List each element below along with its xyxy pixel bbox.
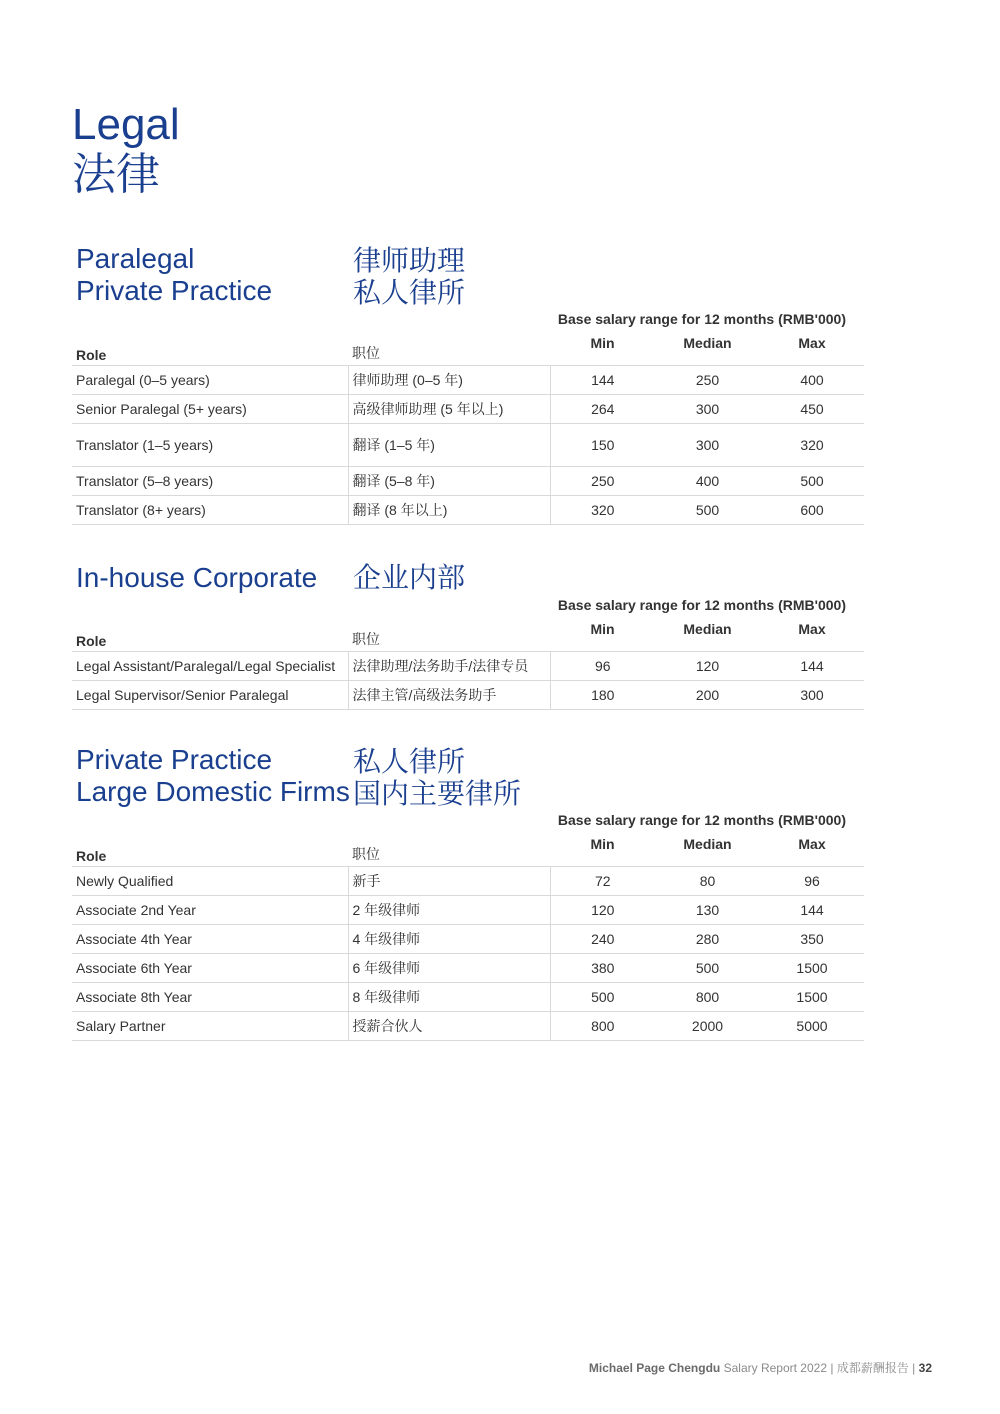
cell-role: Associate 6th Year	[72, 954, 348, 983]
page-title	[72, 100, 180, 200]
table-header-row	[72, 615, 864, 652]
header-role-zh: 职位	[352, 631, 380, 647]
section-paralegal-private-practice	[72, 243, 864, 525]
cell-min: 180	[550, 681, 655, 710]
header-max: Max	[798, 335, 826, 351]
section-title-en: Paralegal Private Practice	[76, 243, 273, 306]
cell-role-zh: 法律主管/高级法务助手	[348, 681, 550, 710]
cell-median: 250	[655, 366, 760, 395]
table-row	[72, 896, 864, 925]
header-role: Role	[76, 633, 107, 649]
cell-median: 800	[655, 983, 760, 1012]
salary-table	[72, 329, 864, 525]
cell-role-zh: 翻译 (1–5 年)	[348, 424, 550, 467]
cell-min: 800	[550, 1012, 655, 1041]
cell-max: 500	[760, 467, 864, 496]
cell-role-zh: 授薪合伙人	[348, 1012, 550, 1041]
cell-role-zh: 律师助理 (0–5 年)	[348, 366, 550, 395]
cell-min: 250	[550, 467, 655, 496]
footer-separator: |	[830, 1361, 834, 1375]
cell-min: 72	[550, 867, 655, 896]
cell-role: Legal Supervisor/Senior Paralegal	[72, 681, 348, 710]
section-title-zh: 律师助理 私人律所	[353, 245, 466, 308]
cell-max: 1500	[760, 983, 864, 1012]
cell-role: Associate 8th Year	[72, 983, 348, 1012]
table-row	[72, 925, 864, 954]
cell-median: 500	[655, 496, 760, 525]
cell-role-zh: 8 年级律师	[348, 983, 550, 1012]
cell-role: Translator (5–8 years)	[72, 467, 348, 496]
cell-max: 96	[760, 867, 864, 896]
section-title-zh: 企业内部	[353, 562, 466, 593]
cell-median: 400	[655, 467, 760, 496]
table-caption: Base salary range for 12 months (RMB'000)	[557, 812, 846, 828]
cell-role-zh: 高级律师助理 (5 年以上)	[348, 395, 550, 424]
section-heading	[72, 562, 864, 595]
cell-min: 264	[550, 395, 655, 424]
cell-median: 120	[655, 652, 760, 681]
section-heading	[72, 243, 864, 309]
footer-brand: Michael Page Chengdu	[588, 1361, 721, 1375]
salary-table	[72, 615, 864, 710]
section-title-zh: 私人律所 国内主要律所	[353, 746, 522, 809]
header-min: Min	[590, 335, 615, 351]
cell-min: 320	[550, 496, 655, 525]
table-row	[72, 983, 864, 1012]
table-row	[72, 424, 864, 467]
cell-median: 280	[655, 925, 760, 954]
salary-table	[72, 830, 864, 1041]
cell-role: Associate 2nd Year	[72, 896, 348, 925]
cell-median: 2000	[655, 1012, 760, 1041]
cell-role-zh: 法律助理/法务助手/法律专员	[348, 652, 550, 681]
cell-role-zh: 翻译 (5–8 年)	[348, 467, 550, 496]
cell-max: 320	[760, 424, 864, 467]
cell-min: 144	[550, 366, 655, 395]
cell-role-zh: 2 年级律师	[348, 896, 550, 925]
page-number: 32	[918, 1361, 932, 1375]
header-max: Max	[798, 836, 826, 852]
cell-min: 500	[550, 983, 655, 1012]
header-min: Min	[590, 836, 615, 852]
table-row	[72, 1012, 864, 1041]
footer-report-zh: 成都薪酬报告	[836, 1361, 909, 1375]
footer-report: Salary Report 2022	[723, 1361, 827, 1375]
cell-max: 400	[760, 366, 864, 395]
cell-max: 1500	[760, 954, 864, 983]
cell-role-zh: 新手	[348, 867, 550, 896]
cell-role: Associate 4th Year	[72, 925, 348, 954]
header-role: Role	[76, 848, 107, 864]
section-heading	[72, 744, 864, 810]
cell-median: 200	[655, 681, 760, 710]
cell-role-zh: 翻译 (8 年以上)	[348, 496, 550, 525]
cell-max: 350	[760, 925, 864, 954]
table-row	[72, 652, 864, 681]
cell-role: Salary Partner	[72, 1012, 348, 1041]
table-row	[72, 467, 864, 496]
cell-role: Legal Assistant/Paralegal/Legal Specialist	[72, 652, 348, 681]
header-median: Median	[683, 836, 732, 852]
cell-role: Translator (8+ years)	[72, 496, 348, 525]
table-header-row	[72, 329, 864, 366]
cell-min: 96	[550, 652, 655, 681]
cell-max: 450	[760, 395, 864, 424]
header-role-zh: 职位	[352, 345, 380, 361]
header-min: Min	[590, 621, 615, 637]
cell-max: 600	[760, 496, 864, 525]
cell-max: 144	[760, 652, 864, 681]
table-row	[72, 867, 864, 896]
header-median: Median	[683, 621, 732, 637]
table-row	[72, 395, 864, 424]
cell-median: 80	[655, 867, 760, 896]
section-title-en: In-house Corporate	[76, 562, 318, 593]
table-caption: Base salary range for 12 months (RMB'000)	[557, 597, 846, 613]
page-title-en: Legal	[72, 100, 180, 149]
cell-min: 240	[550, 925, 655, 954]
cell-median: 500	[655, 954, 760, 983]
cell-max: 300	[760, 681, 864, 710]
cell-role: Newly Qualified	[72, 867, 348, 896]
table-row	[72, 954, 864, 983]
cell-role-zh: 6 年级律师	[348, 954, 550, 983]
cell-role: Translator (1–5 years)	[72, 424, 348, 467]
cell-median: 300	[655, 395, 760, 424]
cell-median: 130	[655, 896, 760, 925]
cell-median: 300	[655, 424, 760, 467]
header-role: Role	[76, 347, 107, 363]
section-in-house-corporate	[72, 562, 864, 710]
table-row	[72, 366, 864, 395]
header-max: Max	[798, 621, 826, 637]
cell-min: 120	[550, 896, 655, 925]
cell-min: 150	[550, 424, 655, 467]
cell-max: 5000	[760, 1012, 864, 1041]
cell-role: Senior Paralegal (5+ years)	[72, 395, 348, 424]
header-role-zh: 职位	[352, 846, 380, 862]
cell-role-zh: 4 年级律师	[348, 925, 550, 954]
footer-separator: |	[912, 1361, 916, 1375]
header-median: Median	[683, 335, 732, 351]
table-row	[72, 496, 864, 525]
section-title-en: Private Practice Large Domestic Firms	[76, 744, 350, 807]
table-row	[72, 681, 864, 710]
page-footer	[589, 1359, 932, 1376]
section-private-practice-large-domestic-firms	[72, 744, 864, 1041]
cell-role: Paralegal (0–5 years)	[72, 366, 348, 395]
cell-max: 144	[760, 896, 864, 925]
page-title-zh: 法律	[72, 150, 160, 199]
cell-min: 380	[550, 954, 655, 983]
table-header-row	[72, 830, 864, 867]
table-caption: Base salary range for 12 months (RMB'000)	[557, 311, 846, 327]
